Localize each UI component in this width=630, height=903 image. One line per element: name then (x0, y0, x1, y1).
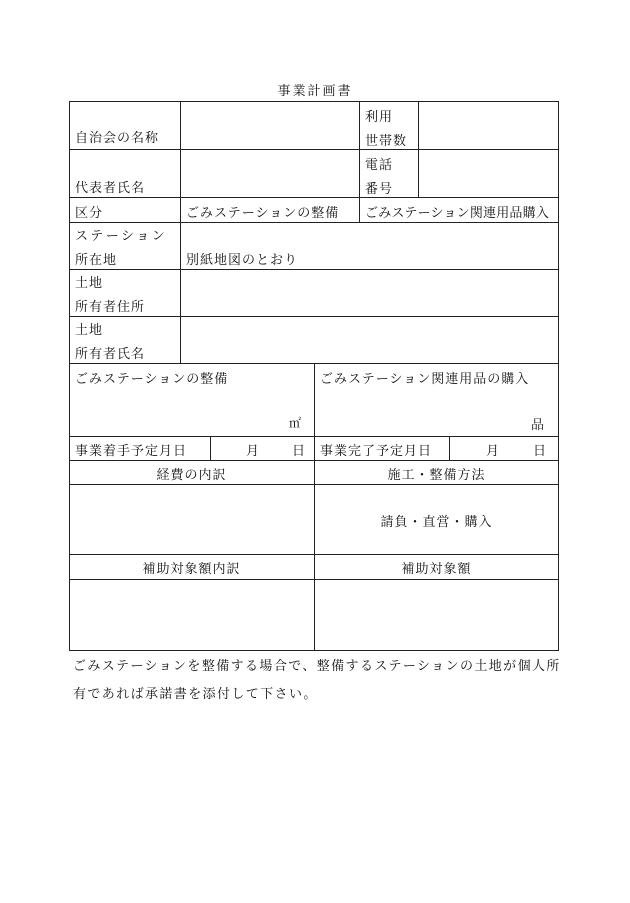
land-address-label-line2: 所有者住所 (75, 300, 146, 315)
land-owner-label-line2: 所有者氏名 (75, 347, 146, 362)
row-divider (69, 316, 559, 317)
purchase-items-label: ごみステーション関連用品の購入 (320, 372, 530, 387)
column-divider (418, 101, 419, 197)
expense-breakdown-header: 経費の内訳 (156, 468, 227, 483)
station-label-line2: 所在地 (75, 253, 118, 268)
start-date-label: 事業着手予定月日 (75, 444, 188, 459)
subsidy-breakdown-header: 補助対象額内訳 (142, 562, 241, 577)
maintenance-area-unit: ㎡ (289, 416, 303, 430)
end-month-unit: 月 (486, 444, 501, 459)
phone-label-line2: 番号 (365, 182, 394, 197)
households-label-line2: 世帯数 (365, 134, 408, 149)
land-owner-label-line1: 土地 (75, 323, 104, 338)
row-divider (69, 149, 559, 150)
land-address-label-line1: 土地 (75, 276, 104, 291)
method-header: 施工・整備方法 (387, 468, 486, 483)
households-label-line1: 利用 (365, 110, 394, 125)
page-title: 事業計画書 (277, 84, 353, 99)
maintenance-area-label: ごみステーションの整備 (75, 372, 229, 387)
footnote: ごみステーションを整備する場合で、整備するステーションの土地が個人所有であれば承諾書を添付して下さい。 (73, 659, 561, 702)
purchase-items-unit: 品 (531, 418, 546, 433)
start-day-unit: 日 (292, 444, 307, 459)
category-option-purchase: ごみステーション関連用品購入 (365, 206, 550, 221)
row-divider (69, 222, 559, 223)
subsidy-amount-header: 補助対象額 (401, 562, 472, 577)
category-option-maintenance: ごみステーションの整備 (186, 206, 340, 221)
column-divider (359, 101, 360, 222)
end-day-unit: 日 (533, 444, 548, 459)
date-divider (210, 436, 211, 460)
org-name-label: 自治会の名称 (75, 131, 160, 146)
phone-label-line1: 電話 (365, 158, 394, 173)
row-divider (69, 269, 559, 270)
center-column-divider (314, 363, 315, 651)
project-plan-form (69, 101, 559, 651)
label-column-divider (180, 101, 181, 363)
rep-name-label: 代表者氏名 (75, 181, 146, 196)
end-date-label: 事業完了予定月日 (320, 444, 433, 459)
station-location-value: 別紙地図のとおり (186, 253, 299, 268)
station-label-line1: ステーション (75, 229, 168, 244)
category-label: 区分 (75, 206, 104, 221)
row-divider (69, 197, 559, 198)
start-month-unit: 月 (246, 444, 261, 459)
method-options: 請負・直営・購入 (380, 515, 493, 530)
date-divider (449, 436, 450, 460)
